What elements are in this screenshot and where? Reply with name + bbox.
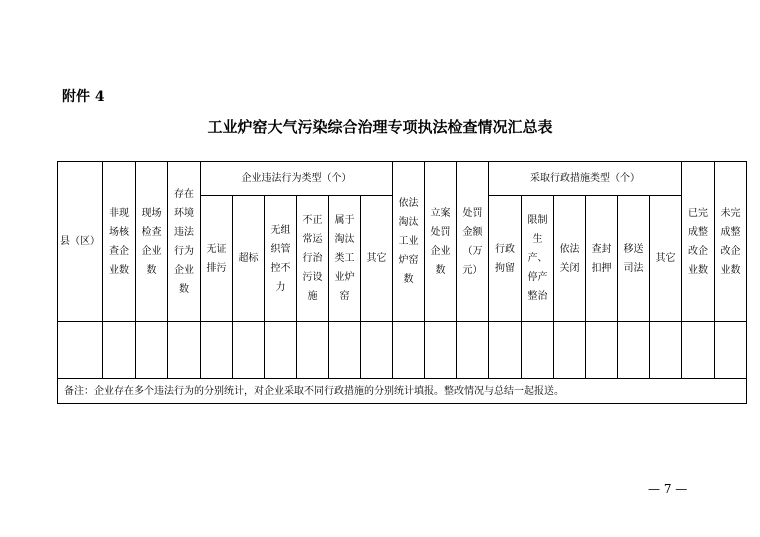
summary-table (57, 161, 747, 404)
header-unorganized: 无组织管控不力 (265, 196, 297, 322)
header-fine-amount: 处罚金额（万元） (457, 162, 489, 322)
table-cell (233, 322, 265, 379)
table-cell (554, 322, 586, 379)
header-transfer-judicial: 移送司法 (618, 196, 650, 322)
header-detention: 行政拘留 (489, 196, 522, 322)
attachment-label: 附件 4 (62, 89, 105, 105)
header-other-violation: 其它 (361, 196, 393, 322)
table-row (58, 322, 747, 379)
table-cell (650, 322, 682, 379)
page-title: 工业炉窑大气污染综合治理专项执法检查情况汇总表 (207, 118, 553, 136)
header-measure-group: 采取行政措施类型（个） (489, 162, 682, 196)
header-other-measure: 其它 (650, 196, 682, 322)
table-cell (425, 322, 457, 379)
header-seizure: 查封扣押 (586, 196, 618, 322)
table-cell (201, 322, 233, 379)
header-not-rectified: 未完成整改企业数 (715, 162, 747, 322)
header-env-violation: 存在环境违法行为企业数 (168, 162, 201, 322)
table-cell (489, 322, 522, 379)
table-cell (715, 322, 747, 379)
table-cell (329, 322, 361, 379)
table-cell (168, 322, 201, 379)
header-onsite: 现场检查企业数 (136, 162, 168, 322)
table-note: 备注：企业存在多个违法行为的分别统计，对企业采取不同行政措施的分别统计填报。整改情况与总结一起报送。 (58, 379, 747, 404)
header-county: 县（区） (58, 162, 103, 322)
table-cell (58, 322, 103, 379)
page-number: — 7 — (648, 482, 688, 496)
table-cell (265, 322, 297, 379)
header-cases-filed: 立案处罚企业数 (425, 162, 457, 322)
header-exceed: 超标 (233, 196, 265, 322)
header-abnormal-facility: 不正常运行治污设施 (297, 196, 329, 322)
header-obsolete-kiln: 属于淘汰类工业炉窑 (329, 196, 361, 322)
table-cell (297, 322, 329, 379)
table-cell (136, 322, 168, 379)
table-cell (457, 322, 489, 379)
header-non-onsite: 非现场核查企业数 (103, 162, 136, 322)
header-no-permit: 无证排污 (201, 196, 233, 322)
header-shutdown: 依法关闭 (554, 196, 586, 322)
table-cell (618, 322, 650, 379)
table-cell (522, 322, 554, 379)
header-restrict-production: 限制生产、停产整治 (522, 196, 554, 322)
header-violation-group: 企业违法行为类型（个） (201, 162, 393, 196)
table-cell (586, 322, 618, 379)
header-rectified: 已完成整改企业数 (682, 162, 715, 322)
table-cell (393, 322, 425, 379)
header-eliminated: 依法淘汰工业炉窑数 (393, 162, 425, 322)
table-cell (682, 322, 715, 379)
table-cell (103, 322, 136, 379)
table-cell (361, 322, 393, 379)
